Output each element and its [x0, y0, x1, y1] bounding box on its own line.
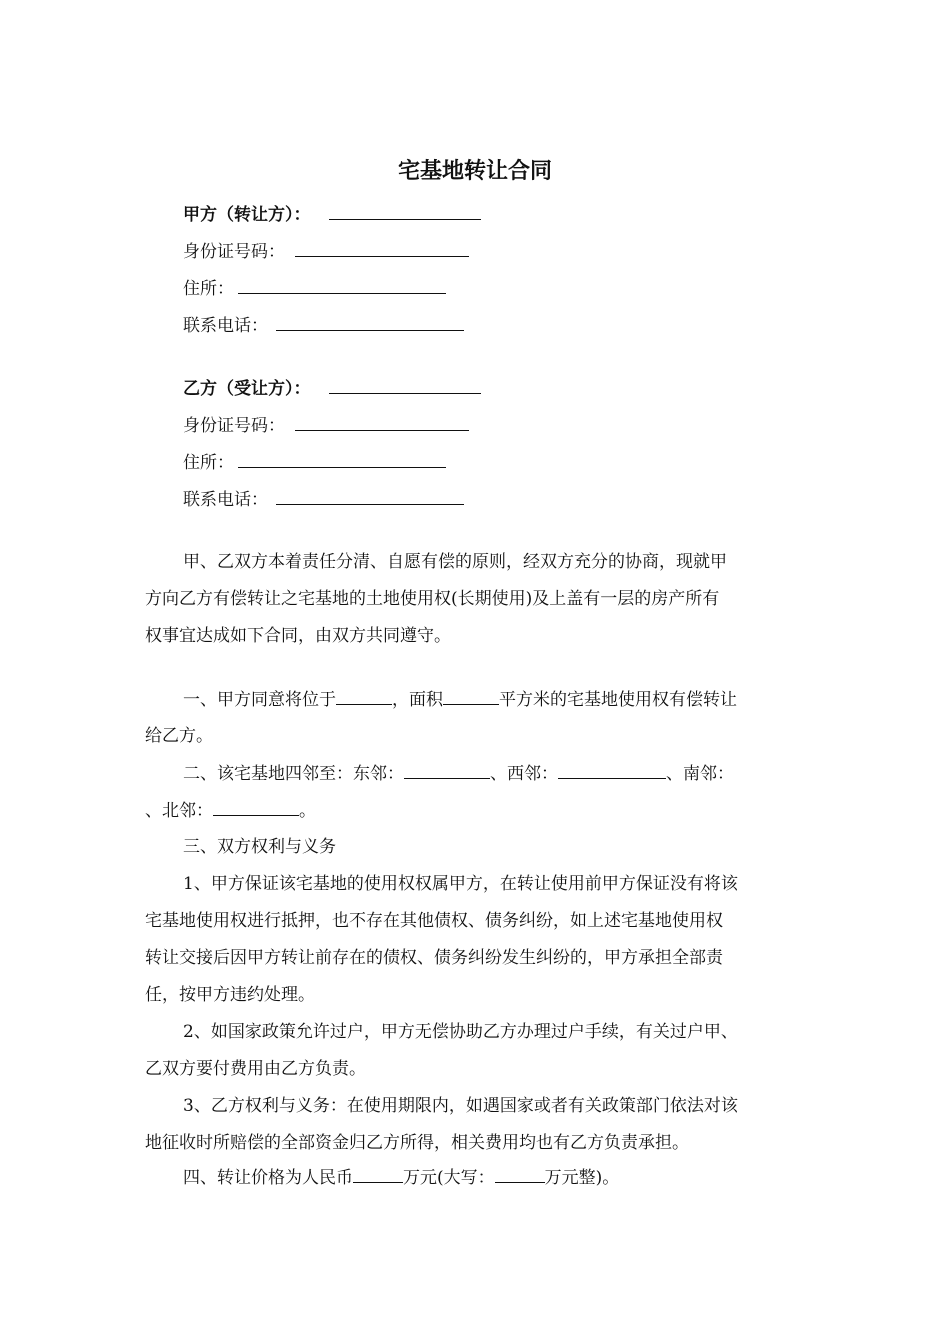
clause-4-text: 四、转让价格为人民币: [183, 1168, 353, 1188]
clause-3-title: 三、双方权利与义务: [183, 837, 336, 857]
party-b-field: [183, 377, 481, 400]
clause-2-text: 、北邻：: [145, 801, 213, 821]
clause-2-line: [145, 799, 316, 822]
clause-3-1-line: 任，按甲方违约处理。: [145, 985, 315, 1005]
party-b-id-field: [183, 414, 469, 437]
party-b-phone-label: 联系电话：: [183, 490, 268, 510]
price-number-blank[interactable]: [353, 1166, 403, 1183]
party-a-field: [183, 203, 481, 226]
clause-2-text: 、西邻：: [490, 764, 558, 784]
clause-2-text: 。: [299, 801, 316, 821]
clause-3-3-line: 地征收时所赔偿的全部资金归乙方所得，相关费用均也有乙方负责承担。: [145, 1133, 689, 1153]
clause-3-1-line: 宅基地使用权进行抵押，也不存在其他债权、债务纠纷，如上述宅基地使用权: [145, 911, 723, 931]
party-b-address-field: [183, 451, 446, 474]
party-a-id-blank[interactable]: [295, 240, 469, 257]
party-a-address-blank[interactable]: [238, 277, 446, 294]
party-a-name-blank[interactable]: [329, 203, 481, 220]
party-a-address-field: [183, 277, 446, 300]
party-b-phone-blank[interactable]: [276, 488, 464, 505]
intro-line: 权事宜达成如下合同，由双方共同遵守。: [145, 626, 451, 646]
clause-3-3-line: 3、乙方权利与义务：在使用期限内，如遇国家或者有关政策部门依法对该: [183, 1096, 738, 1116]
location-blank[interactable]: [336, 688, 392, 705]
clause-3-1-line: 转让交接后因甲方转让前存在的债权、债务纠纷发生纠纷的，甲方承担全部责: [145, 948, 723, 968]
clause-2-text: 二、该宅基地四邻至：东邻：: [183, 764, 404, 784]
party-b-phone-field: [183, 488, 464, 511]
west-neighbor-blank[interactable]: [558, 762, 666, 779]
clause-1-line: [183, 688, 737, 711]
price-words-blank[interactable]: [495, 1166, 545, 1183]
intro-line: 甲、乙双方本着责任分清、自愿有偿的原则，经双方充分的协商，现就甲: [183, 552, 727, 572]
clause-4-line: [183, 1166, 619, 1189]
party-b-address-label: 住所：: [183, 453, 234, 473]
party-a-phone-blank[interactable]: [276, 314, 464, 331]
party-a-phone-field: [183, 314, 464, 337]
party-b-label: 乙方（受让方）：: [183, 379, 311, 399]
party-a-label: 甲方（转让方）：: [183, 205, 311, 225]
clause-2-text: 、南邻：: [666, 764, 734, 784]
clause-1-line: 给乙方。: [145, 726, 213, 746]
area-blank[interactable]: [443, 688, 499, 705]
east-neighbor-blank[interactable]: [404, 762, 490, 779]
clause-3-2-line: 乙双方要付费用由乙方负责。: [145, 1059, 366, 1079]
clause-4-text: 万元(大写：: [403, 1168, 495, 1188]
party-b-id-blank[interactable]: [295, 414, 469, 431]
clause-4-text: 万元整)。: [544, 1168, 620, 1188]
party-a-address-label: 住所：: [183, 279, 234, 299]
party-b-name-blank[interactable]: [329, 377, 481, 394]
document-title: 宅基地转让合同: [397, 159, 552, 184]
intro-line: 方向乙方有偿转让之宅基地的土地使用权(长期使用)及上盖有一层的房产所有: [145, 589, 720, 609]
party-b-address-blank[interactable]: [238, 451, 446, 468]
party-a-phone-label: 联系电话：: [183, 316, 268, 336]
party-a-id-field: [183, 240, 469, 263]
clause-3-2-line: 2、如国家政策允许过户，甲方无偿协助乙方办理过户手续，有关过户甲、: [183, 1022, 738, 1042]
party-b-id-label: 身份证号码：: [183, 416, 285, 436]
clause-2-line: [183, 762, 734, 785]
clause-1-text: 一、甲方同意将位于: [183, 690, 336, 710]
north-neighbor-blank[interactable]: [213, 799, 299, 816]
clause-1-text: 平方米的宅基地使用权有偿转让: [499, 690, 737, 710]
party-a-id-label: 身份证号码：: [183, 242, 285, 262]
clause-3-1-line: 1、甲方保证该宅基地的使用权权属甲方，在转让使用前甲方保证没有将该: [183, 874, 738, 894]
clause-1-text: ，面积: [392, 690, 443, 710]
